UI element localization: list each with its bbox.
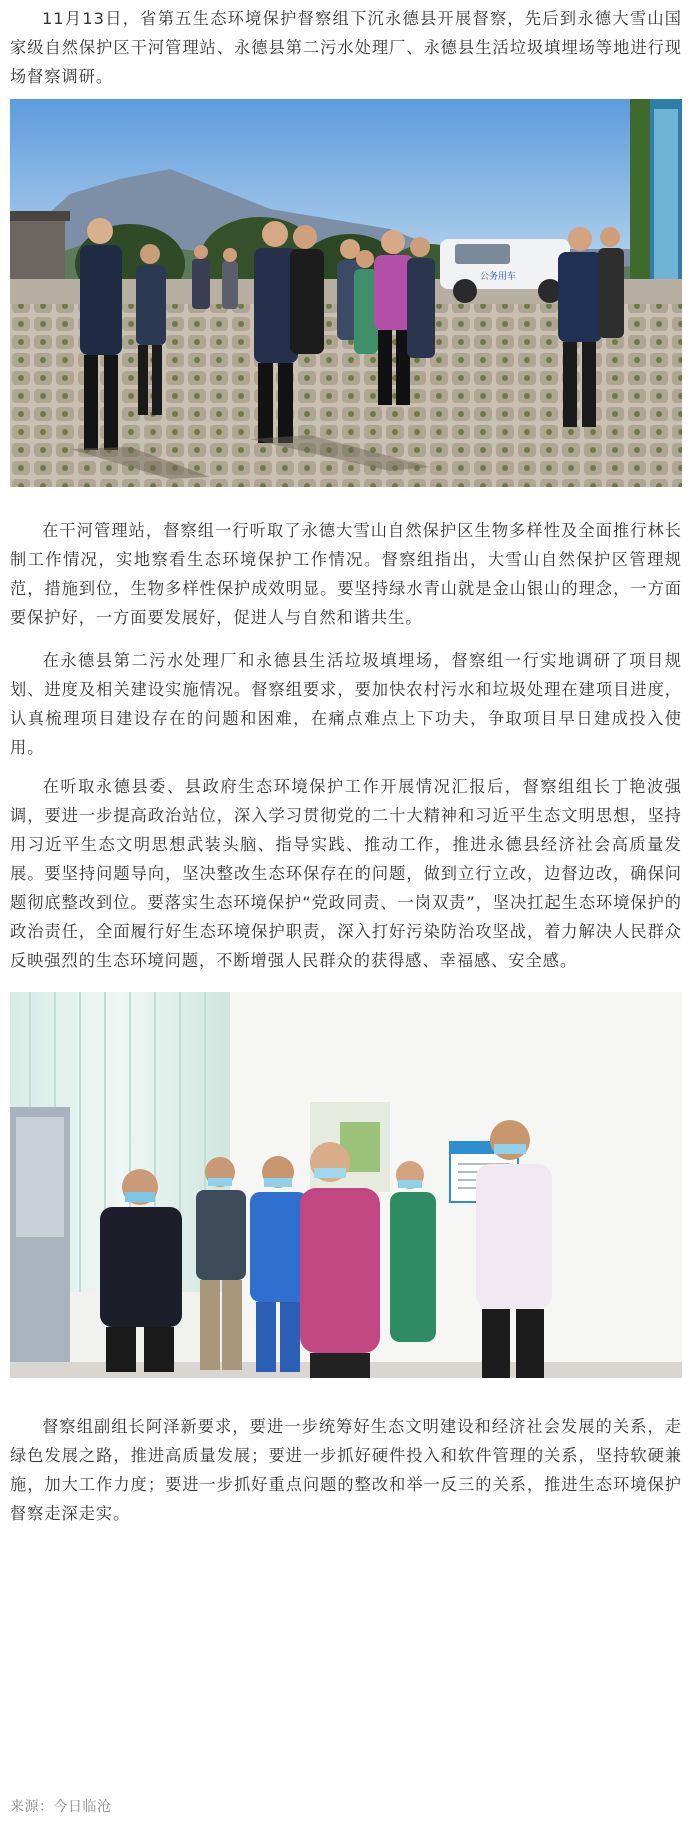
paragraph-text: 在干河管理站，督察组一行听取了永德大雪山自然保护区生物多样性及全面推行林长制工作情况，实地察看生态环境保护工作情况。督察组指出，大雪山自然保护区管理规范，措施到位，生物多样性保护成效明显。要坚持绿水青山就是金山银山的理念，一方面要保护好，一方面要发展好，促进人与自然和谐共生。 [10, 521, 682, 627]
indoor-photo-illustration [10, 992, 682, 1378]
paragraph-deputy-remarks [10, 1412, 682, 1528]
photo-outdoor-inspection [10, 99, 682, 487]
paragraph-text: 在听取永德县委、县政府生态环境保护工作开展情况汇报后，督察组组长丁艳波强调，要进一步提高政治站位，深入学习贯彻党的二十大精神和习近平生态文明思想，坚持用习近平生态文明思想武装头脑、指导实践、推动工作，推进永德县经济社会高质量发展。要坚持问题导向，坚决整改生态环保存在的问题，做到立行立改，边督边改，确保问题彻底整改到位。要落实生态环境保护“党政同责、一岗双责”，坚决扛起生态环境保护的政治责任，全面履行好生态环境保护职责，深入打好污染防治攻坚战，着力解决人民群众反映强烈的生态环境问题，不断增强人民群众的获得感、幸福感、安全感。 [10, 777, 682, 970]
paragraph-text: 在永德县第二污水处理厂和永德县生活垃圾填埋场，督察组一行实地调研了项目规划、进度及相关建设实施情况。督察组要求，要加快农村污水和垃圾处理在建项目进度，认真梳理项目建设存在的问题和困难，在痛点难点上下功夫，争取项目早日建成投入使用。 [10, 651, 682, 757]
photo-indoor-inspection [10, 992, 682, 1378]
source-credit: 来源：今日临沧 [10, 1799, 112, 1815]
outdoor-photo-illustration [10, 99, 682, 487]
paragraph-ganhe-station [10, 516, 682, 632]
paragraph-text: 11月13日，省第五生态环境保护督察组下沉永德县开展督察，先后到永德大雪山国家级自然保护区干河管理站、永德县第二污水处理厂、永德县生活垃圾填埋场等地进行现场督察调研。 [10, 9, 682, 86]
vehicle-label: 公务用车 [480, 272, 517, 282]
paragraph-intro [10, 4, 682, 91]
paragraph-text: 督察组副组长阿泽新要求，要进一步统筹好生态文明建设和经济社会发展的关系，走绿色发展之路，推进高质量发展；要进一步抓好硬件投入和软件管理的关系，坚持软硬兼施，加大工作力度；要进一步抓好重点问题的整改和举一反三的关系，推进生态环境保护督察走深走实。 [10, 1417, 682, 1523]
paragraph-leader-remarks [10, 772, 682, 975]
paragraph-sewage-landfill [10, 646, 682, 762]
